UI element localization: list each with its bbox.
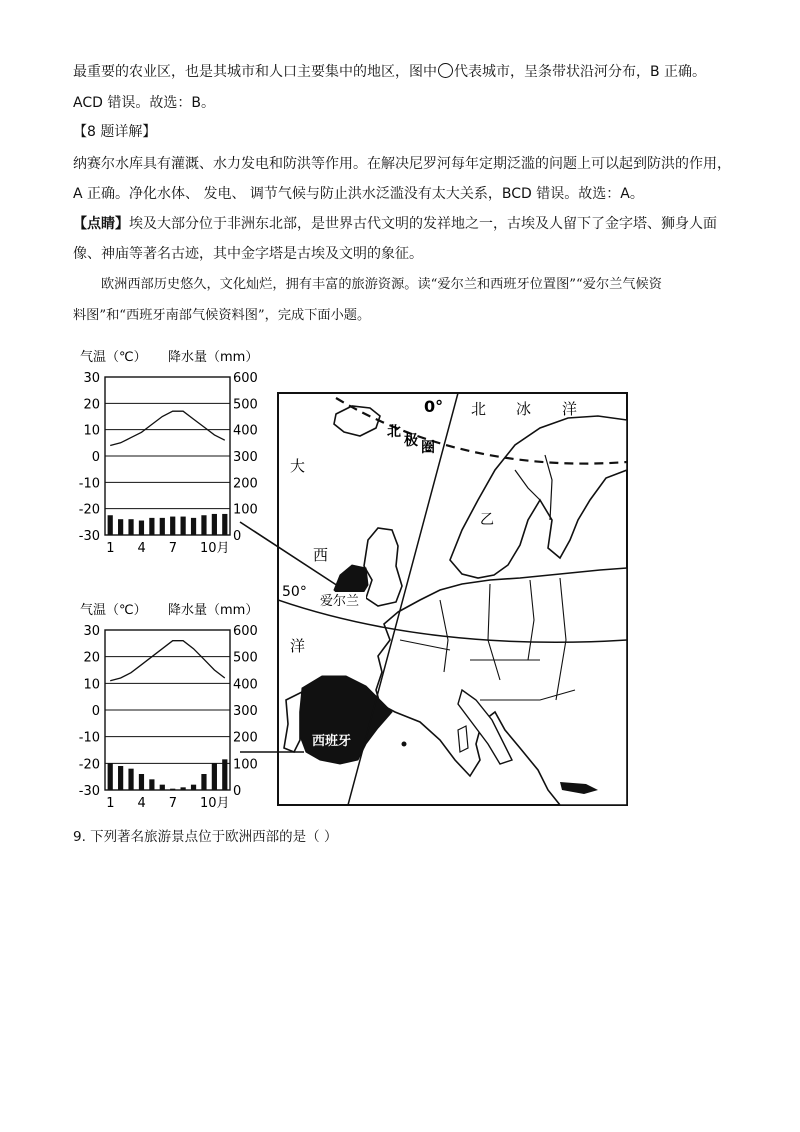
precip-bar <box>160 518 165 535</box>
precip-tick-label: 300 <box>233 704 258 719</box>
chart1-temp-title: 气温（℃） <box>80 350 147 365</box>
temp-tick-label: -20 <box>78 757 100 773</box>
temp-tick-label: -30 <box>78 529 100 544</box>
temp-tick-label: 0 <box>91 704 100 719</box>
balearic-islands <box>402 742 407 747</box>
precip-bar <box>212 514 217 535</box>
precip-bar <box>201 774 206 790</box>
precip-bar <box>170 517 175 535</box>
temp-tick-label: 0 <box>91 450 100 465</box>
atlantic-char-2: 西 <box>313 546 329 564</box>
sardinia-outline <box>458 726 468 752</box>
precip-tick-label: 600 <box>233 371 258 386</box>
precip-bar <box>222 759 227 790</box>
climate-chart-spain <box>79 602 259 811</box>
month-label: 1 <box>106 541 115 556</box>
precip-bar <box>149 779 154 790</box>
chart2-temp-title: 气温（℃） <box>80 603 147 618</box>
temp-tick-label: 10 <box>83 677 100 693</box>
text-line-5: A 正确。净化水体、 发电、 调节气候与防止洪水泛滥没有太大关系，BCD 错误。故选：A。 <box>73 186 644 202</box>
chart1-temperature-curve <box>110 411 225 445</box>
precip-bar <box>118 766 123 790</box>
month-label: 10月 <box>199 796 230 811</box>
great-britain-outline <box>364 528 402 606</box>
precip-bar <box>181 517 186 535</box>
month-label: 1 <box>106 796 115 811</box>
precip-bar <box>191 785 196 790</box>
precip-bar <box>149 518 154 535</box>
precip-bar <box>128 519 133 535</box>
precip-bar <box>128 769 133 790</box>
chart2-temp-ticks <box>79 624 100 799</box>
precip-bar <box>139 521 144 535</box>
text-line-2: ACD 错误。故选：B。 <box>73 95 215 111</box>
month-label: 4 <box>137 541 146 556</box>
chart1-month-labels <box>106 541 229 556</box>
tip-heading: 【点睛】 <box>73 216 129 232</box>
label-yi: 乙 <box>480 512 494 528</box>
precip-tick-label: 400 <box>233 677 258 693</box>
text-line-7: 像、神庙等著名古迹，其中金字塔是古埃及文明的象征。 <box>73 246 423 262</box>
precip-bar <box>201 515 206 535</box>
tip-body: 埃及大部分位于非洲东北部，是世界古代文明的发祥地之一，古埃及人留下了金字塔、狮身人面 <box>129 216 717 232</box>
intro-line-1: 欧洲西部历史悠久，文化灿烂，拥有丰富的旅游资源。读“爱尔兰和西班牙位置图”“爱尔兰气候资 <box>101 277 662 292</box>
chart2-grid <box>105 630 230 790</box>
europe-location-map <box>278 393 627 805</box>
precip-tick-label: 500 <box>233 397 258 413</box>
temp-tick-label: -20 <box>78 502 100 518</box>
precip-tick-label: 600 <box>233 624 258 639</box>
arctic-circle-char-1: 北 <box>387 424 401 440</box>
precip-bar <box>118 519 123 535</box>
temp-tick-label: 30 <box>83 624 100 639</box>
temp-tick-label: 10 <box>83 423 100 439</box>
precip-bar <box>160 785 165 790</box>
line1-pre: 最重要的农业区，也是其城市和人口主要集中的地区，图中 <box>73 64 437 80</box>
precip-tick-label: 0 <box>233 784 242 799</box>
chart2-temperature-curve <box>110 641 225 681</box>
atlantic-char-3: 洋 <box>290 637 306 655</box>
chart1-temp-ticks <box>79 371 100 544</box>
climate-chart-ireland <box>79 349 259 556</box>
question-9: 9. 下列著名旅游景点位于欧洲西部的是（ ） <box>73 829 338 845</box>
precip-bar <box>108 763 113 790</box>
temp-tick-label: -10 <box>78 476 100 492</box>
precip-bar <box>181 787 186 790</box>
month-label: 4 <box>137 796 146 811</box>
precip-bar <box>108 515 113 535</box>
ocean-north-char-1: 北 <box>471 400 487 418</box>
latitude-50-label: 50° <box>282 584 307 600</box>
precip-bar <box>139 774 144 790</box>
precip-tick-label: 200 <box>233 730 258 746</box>
month-label: 7 <box>168 541 177 556</box>
temp-tick-label: 20 <box>83 397 100 413</box>
meridian-label: 0° <box>424 397 444 416</box>
section-heading-8: 【8 题详解】 <box>73 124 157 140</box>
ocean-north-char-2: 冰 <box>516 400 532 418</box>
line1-post: 代表城市，呈条带状沿河分布，B 正确。 <box>454 64 707 80</box>
precip-bar <box>191 518 196 535</box>
temp-tick-label: -10 <box>78 730 100 746</box>
precip-tick-label: 500 <box>233 650 258 666</box>
atlantic-char-1: 大 <box>290 457 306 475</box>
precip-tick-label: 200 <box>233 476 258 492</box>
temp-tick-label: -30 <box>78 784 100 799</box>
precip-bar <box>212 763 217 790</box>
precip-tick-label: 300 <box>233 450 258 465</box>
arctic-circle-char-2: 极 <box>404 433 418 449</box>
chart1-grid <box>105 377 230 535</box>
chart2-precip-ticks <box>233 624 258 799</box>
precip-tick-label: 400 <box>233 423 258 439</box>
ocean-north-char-3: 洋 <box>562 400 578 418</box>
spain-label: 西班牙 <box>312 734 352 749</box>
chart2-precip-bars <box>108 759 228 790</box>
precip-tick-label: 100 <box>233 757 258 773</box>
intro-line-2: 料图”和“西班牙南部气候资料图”，完成下面小题。 <box>73 308 371 323</box>
text-line-4: 纳赛尔水库具有灌溉、水力发电和防洪等作用。在解决尼罗河每年定期泛滥的问题上可以起到防洪的作用， <box>73 156 731 172</box>
ireland-label: 爱尔兰 <box>320 594 360 609</box>
precip-tick-label: 100 <box>233 502 258 518</box>
temp-tick-label: 30 <box>83 371 100 386</box>
month-label: 10月 <box>199 541 230 556</box>
precip-bar <box>170 789 175 790</box>
chart1-precip-ticks <box>233 371 258 544</box>
chart2-month-labels <box>106 796 229 811</box>
temp-tick-label: 20 <box>83 650 100 666</box>
chart1-precip-title: 降水量（mm） <box>168 350 259 365</box>
chart1-precip-bars <box>108 514 228 535</box>
precip-bar <box>222 514 227 535</box>
chart2-precip-title: 降水量（mm） <box>168 603 259 618</box>
precip-tick-label: 0 <box>233 529 242 544</box>
month-label: 7 <box>168 796 177 811</box>
arctic-circle-char-3: 圈 <box>421 440 435 456</box>
